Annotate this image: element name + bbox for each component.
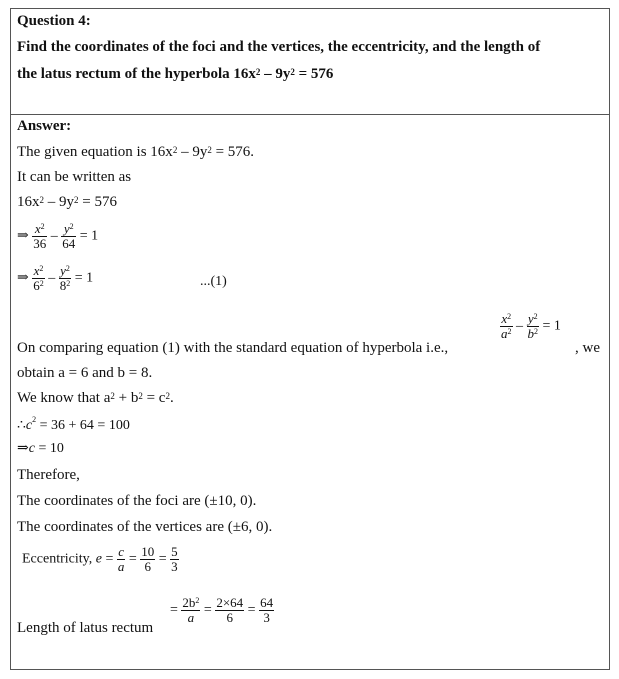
equation-step-1: ⇒ $\frac{x^2}{36}$ – $\frac{y^2}{64}$ = 1 bbox=[17, 221, 99, 251]
question-box bbox=[10, 8, 610, 115]
eccentricity-line: Eccentricity, e = $\frac{c}{a}$ = $\frac{10}{6}$ = $\frac{5}{3}$ bbox=[22, 544, 178, 574]
answer-line-given: The given equation is $16x^2 - 9y^2 = 576$. bbox=[17, 144, 255, 160]
c-value-line: ⇒c = 10 bbox=[17, 441, 64, 456]
question-heading: Question 4: bbox=[17, 13, 91, 29]
equation-step-2: ⇒ $\frac{x^2}{6^2}$ – $\frac{y^2}{8^2}$ = 1 bbox=[17, 263, 94, 293]
latus-rectum-label: Length of latus rectum bbox=[17, 620, 154, 636]
latus-rectum-formula: = $\frac{2b^2}{a}$ = $\frac{2\times 64}{6}$ = $\frac{64}{3}$ bbox=[170, 595, 274, 625]
answer-line-foci: The coordinates of the foci are (±10, 0). bbox=[17, 493, 257, 509]
answer-line-written: It can be written as bbox=[17, 169, 132, 185]
question-text-line2: the latus rectum of the hyperbola $16x^2 - 9y^2 = 576$ bbox=[17, 66, 334, 82]
answer-line-compare: On comparing equation (1) with the standard equation of hyperbola i.e., bbox=[17, 340, 449, 356]
equation-label: ...(1) bbox=[200, 274, 227, 289]
answer-line-compare-end: , we bbox=[575, 340, 600, 356]
c-squared-line: $\therefore c^2 = 36 + 64 = 100$ bbox=[17, 415, 130, 433]
answer-line-know: We know that $a^2 + b^2 = c^2$. bbox=[17, 390, 174, 406]
answer-line-obtain: obtain a = 6 and b = 8. bbox=[17, 365, 153, 381]
answer-line-therefore: Therefore, bbox=[17, 467, 80, 483]
standard-form: $\frac{x^2}{a^2}$ – $\frac{y^2}{b^2}$ = 1 bbox=[501, 311, 561, 341]
answer-line-vertices: The coordinates of the vertices are (±6, 0). bbox=[17, 519, 273, 535]
answer-line-equation: $16x^2 - 9y^2 = 576$ bbox=[17, 194, 117, 210]
question-text-line1: Find the coordinates of the foci and the vertices, the eccentricity, and the length of bbox=[17, 39, 541, 55]
answer-heading: Answer: bbox=[17, 118, 72, 134]
